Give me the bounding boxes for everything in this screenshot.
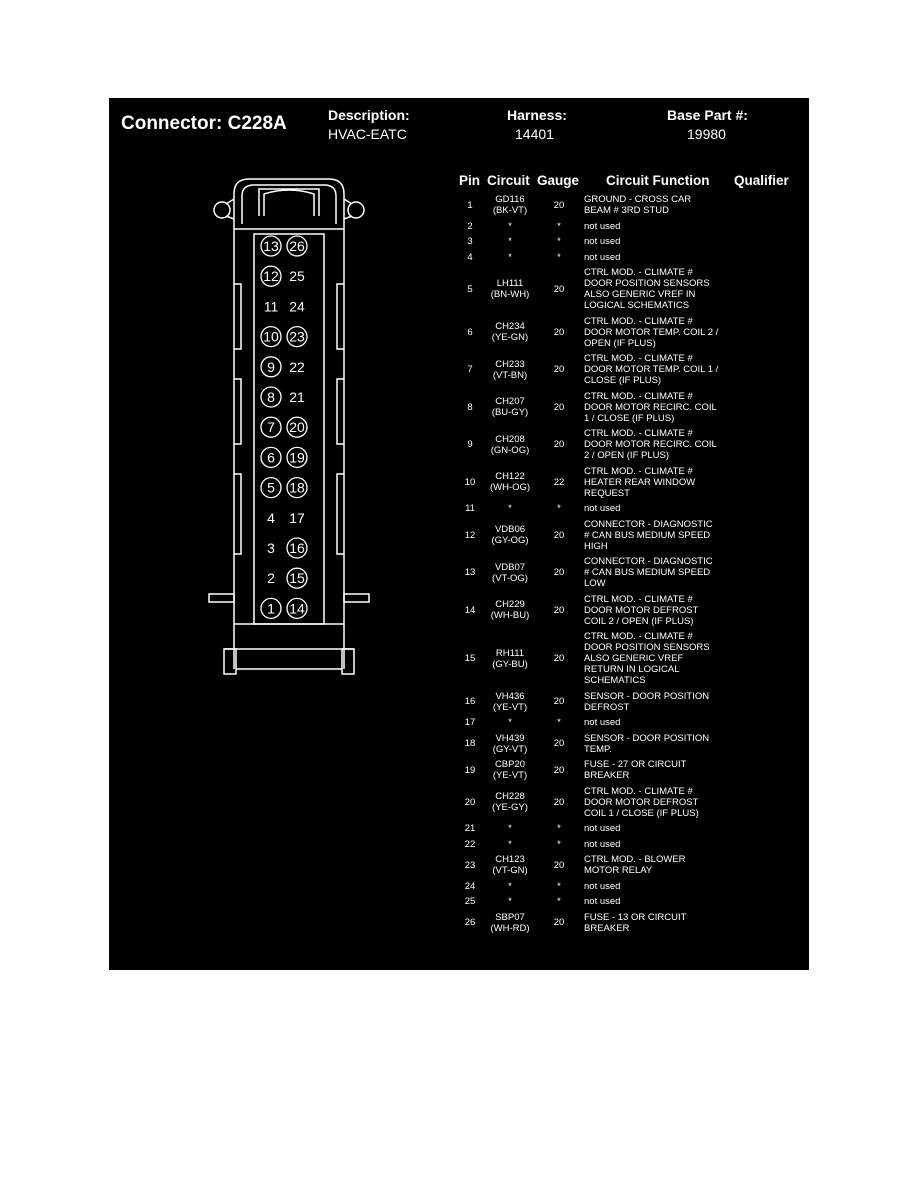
column-header-pin: Pin [459, 173, 481, 188]
circuit-cell: CH123 (VT-GN) [492, 854, 528, 877]
circuit-function-cell: CTRL MOD. - CLIMATE # HEATER REAR WINDOW REQUEST [584, 465, 696, 499]
gauge-cell: * [557, 880, 561, 892]
pin-cell: 12 [464, 529, 476, 541]
circuit-function-cell: CONNECTOR - DIAGNOSTIC # CAN BUS MEDIUM SPEED LOW [584, 556, 713, 590]
circuit-cell: CH207 (BU-GY) [491, 396, 529, 419]
svg-text:21: 21 [289, 389, 305, 405]
circuit-cell: * [508, 823, 512, 835]
gauge-cell: * [557, 503, 561, 515]
svg-text:9: 9 [267, 358, 275, 375]
qualifier-cell [734, 426, 804, 464]
circuit-cell: * [508, 717, 512, 729]
svg-text:10: 10 [263, 328, 279, 345]
harness-label: Harness: [507, 107, 567, 123]
circuit-function-cell: CTRL MOD. - CLIMATE # DOOR MOTOR DEFROST COIL 1 / CLOSE (IF PLUS) [584, 785, 699, 819]
circuit-function-cell: CTRL MOD. - CLIMATE # DOOR MOTOR RECIRC. COIL 2 / OPEN (IF PLUS) [584, 428, 717, 462]
pin-cell: 8 [467, 401, 473, 413]
svg-text:1: 1 [267, 600, 275, 617]
qualifier-cell [734, 464, 804, 502]
gauge-cell: * [557, 896, 561, 908]
circuit-function-cell: not used [584, 236, 621, 248]
svg-text:14: 14 [289, 600, 305, 617]
gauge-cell: 20 [553, 604, 565, 616]
svg-text:23: 23 [289, 328, 305, 345]
circuit-cell: CH234 (YE-GN) [491, 321, 529, 344]
qualifier-cell [734, 689, 804, 716]
svg-text:3: 3 [267, 540, 275, 556]
circuit-function-cell: not used [584, 823, 621, 835]
table-row [109, 554, 809, 592]
gauge-cell: 20 [553, 696, 565, 708]
gauge-cell: 20 [553, 199, 565, 211]
circuit-function-cell: SENSOR - DOOR POSITION DEFROST [584, 690, 710, 713]
qualifier-cell [734, 821, 804, 837]
qualifier-cell [734, 629, 804, 689]
table-row [109, 250, 809, 266]
circuit-cell: * [508, 503, 512, 515]
pin-cell: 6 [467, 326, 473, 338]
table-row [109, 715, 809, 731]
table-row [109, 234, 809, 250]
circuit-cell: * [508, 236, 512, 248]
connector-panel [109, 98, 809, 970]
circuit-cell: GD116 (BK-VT) [492, 194, 528, 217]
qualifier-cell [734, 501, 804, 517]
gauge-cell: * [557, 220, 561, 232]
pin-cell: 23 [464, 859, 476, 871]
qualifier-cell [734, 715, 804, 731]
qualifier-cell [734, 234, 804, 250]
circuit-function-cell: FUSE - 27 OR CIRCUIT BREAKER [584, 759, 687, 782]
table-row [109, 689, 809, 716]
svg-text:18: 18 [289, 479, 305, 496]
table-row [109, 517, 809, 555]
pin-cell: 16 [464, 696, 476, 708]
pin-cell: 9 [467, 439, 473, 451]
pin-cell: 13 [464, 567, 476, 579]
pin-cell: 26 [464, 917, 476, 929]
pin-cell: 15 [464, 653, 476, 665]
pin-cell: 21 [464, 823, 476, 835]
circuit-cell: VH439 (GY-VT) [492, 732, 528, 755]
gauge-cell: 20 [553, 859, 565, 871]
circuit-cell: * [508, 880, 512, 892]
table-row [109, 464, 809, 502]
pin-cell: 11 [465, 503, 475, 515]
qualifier-cell [734, 757, 804, 784]
pin-cell: 20 [464, 796, 476, 808]
qualifier-cell [734, 192, 804, 219]
table-row [109, 389, 809, 427]
table-row [109, 351, 809, 389]
column-header-gauge: Gauge [537, 173, 580, 188]
svg-text:8: 8 [267, 389, 275, 405]
circuit-cell: SBP07 (WH-RD) [490, 911, 530, 934]
circuit-cell: CH122 (WH-OG) [489, 471, 531, 494]
pin-cell: 19 [464, 764, 476, 776]
qualifier-cell [734, 852, 804, 879]
description-label: Description: [328, 107, 410, 123]
table-row [109, 894, 809, 910]
svg-text:24: 24 [289, 298, 305, 315]
table-row [109, 784, 809, 822]
gauge-cell: 20 [553, 764, 565, 776]
gauge-cell: 20 [553, 364, 565, 376]
svg-text:16: 16 [289, 540, 305, 556]
circuit-function-cell: CTRL MOD. - CLIMATE # DOOR MOTOR TEMP. COIL 1 / CLOSE (IF PLUS) [584, 353, 719, 387]
svg-text:17: 17 [289, 509, 305, 526]
qualifier-cell [734, 784, 804, 822]
circuit-cell: VDB06 (GY-OG) [491, 524, 529, 547]
qualifier-cell [734, 250, 804, 266]
circuit-function-cell: CTRL MOD. - CLIMATE # DOOR MOTOR RECIRC. COIL 1 / CLOSE (IF PLUS) [584, 390, 717, 424]
gauge-cell: * [557, 717, 561, 729]
pin-cell: 5 [467, 283, 473, 295]
table-row [109, 219, 809, 235]
gauge-cell: 20 [553, 283, 565, 295]
gauge-cell: * [557, 838, 561, 850]
table-row [109, 852, 809, 879]
svg-text:20: 20 [289, 419, 305, 436]
svg-text:26: 26 [289, 238, 305, 254]
gauge-cell: 20 [553, 326, 565, 338]
connector-title: Connector: C228A [121, 113, 287, 134]
gauge-cell: * [557, 236, 561, 248]
qualifier-cell [734, 265, 804, 314]
svg-text:2: 2 [267, 570, 275, 587]
circuit-function-cell: FUSE - 13 OR CIRCUIT BREAKER [584, 911, 687, 934]
circuit-function-cell: not used [584, 220, 621, 232]
pin-cell: 17 [464, 717, 476, 729]
gauge-cell: 20 [553, 529, 565, 541]
table-row [109, 426, 809, 464]
circuit-cell: * [508, 838, 512, 850]
table-row [109, 592, 809, 630]
table-row [109, 731, 809, 758]
svg-text:15: 15 [289, 570, 305, 587]
svg-text:6: 6 [267, 449, 275, 466]
svg-text:25: 25 [289, 268, 305, 285]
circuit-cell: CBP20 (YE-VT) [492, 759, 528, 782]
qualifier-cell [734, 592, 804, 630]
table-row [109, 910, 809, 937]
svg-text:7: 7 [267, 419, 275, 436]
circuit-function-cell: not used [584, 838, 621, 850]
circuit-function-cell: CTRL MOD. - CLIMATE # DOOR MOTOR DEFROST COIL 2 / OPEN (IF PLUS) [584, 593, 699, 627]
table-row [109, 821, 809, 837]
table-row [109, 192, 809, 219]
circuit-cell: * [508, 251, 512, 263]
description-value: HVAC-EATC [328, 126, 407, 142]
column-header-qualifier: Qualifier [734, 173, 789, 188]
gauge-cell: 20 [553, 567, 565, 579]
gauge-cell: 20 [553, 738, 565, 750]
table-row [109, 629, 809, 689]
circuit-cell: LH111 (BN-WH) [490, 278, 530, 301]
pin-cell: 22 [464, 838, 476, 850]
circuit-function-cell: SENSOR - DOOR POSITION TEMP. [584, 732, 710, 755]
gauge-cell: 20 [553, 401, 565, 413]
harness-value: 14401 [515, 126, 554, 142]
svg-text:13: 13 [263, 238, 279, 254]
svg-text:4: 4 [267, 509, 275, 526]
qualifier-cell [734, 554, 804, 592]
pin-cell: 14 [464, 604, 476, 616]
circuit-function-cell: CTRL MOD. - CLIMATE # DOOR POSITION SENSORS ALSO GENERIC VREF RETURN IN LOGICAL SCHEMATICS [584, 631, 710, 687]
qualifier-cell [734, 351, 804, 389]
pin-cell: 3 [467, 236, 473, 248]
column-header-circuit: Circuit [487, 173, 530, 188]
circuit-function-cell: CONNECTOR - DIAGNOSTIC # CAN BUS MEDIUM SPEED HIGH [584, 518, 713, 552]
pin-table [109, 98, 809, 970]
pin-cell: 24 [464, 880, 476, 892]
circuit-cell: VH436 (YE-VT) [492, 690, 528, 713]
qualifier-cell [734, 879, 804, 895]
circuit-cell: * [508, 896, 512, 908]
pin-cell: 1 [467, 199, 473, 211]
pin-cell: 10 [464, 476, 476, 488]
gauge-cell: 20 [553, 653, 565, 665]
circuit-cell: RH111 (GY-BU) [492, 647, 528, 670]
gauge-cell: 20 [553, 917, 565, 929]
gauge-cell: 20 [553, 439, 565, 451]
qualifier-cell [734, 219, 804, 235]
qualifier-cell [734, 517, 804, 555]
circuit-function-cell: CTRL MOD. - CLIMATE # DOOR MOTOR TEMP. COIL 2 / OPEN (IF PLUS) [584, 315, 719, 349]
qualifier-cell [734, 731, 804, 758]
qualifier-cell [734, 389, 804, 427]
qualifier-cell [734, 837, 804, 853]
table-row [109, 501, 809, 517]
circuit-function-cell: not used [584, 251, 621, 263]
circuit-function-cell: CTRL MOD. - BLOWER MOTOR RELAY [584, 854, 686, 877]
base-part-value: 19980 [687, 126, 726, 142]
svg-text:22: 22 [289, 358, 305, 375]
circuit-function-cell: CTRL MOD. - CLIMATE # DOOR POSITION SENSORS ALSO GENERIC VREF IN LOGICAL SCHEMATICS [584, 267, 710, 312]
gauge-cell: * [557, 823, 561, 835]
table-row [109, 879, 809, 895]
circuit-cell: CH228 (YE-GY) [492, 791, 528, 814]
qualifier-cell [734, 894, 804, 910]
gauge-cell: * [557, 251, 561, 263]
circuit-cell: CH233 (VT-BN) [492, 358, 528, 381]
circuit-cell: CH208 (GN-OG) [490, 433, 530, 456]
circuit-function-cell: not used [584, 503, 621, 515]
svg-text:12: 12 [263, 268, 279, 285]
table-row [109, 265, 809, 314]
base-part-label: Base Part #: [667, 107, 748, 123]
pin-cell: 18 [464, 738, 476, 750]
table-row [109, 314, 809, 352]
qualifier-cell [734, 314, 804, 352]
circuit-function-cell: not used [584, 880, 621, 892]
circuit-cell: CH229 (WH-BU) [490, 599, 530, 622]
circuit-cell: * [508, 220, 512, 232]
circuit-function-cell: not used [584, 896, 621, 908]
circuit-function-cell: not used [584, 717, 621, 729]
svg-text:5: 5 [267, 479, 275, 496]
svg-text:19: 19 [289, 449, 305, 466]
table-row [109, 757, 809, 784]
gauge-cell: 20 [553, 796, 565, 808]
gauge-cell: 22 [553, 476, 565, 488]
pin-cell: 2 [467, 220, 473, 232]
pin-cell: 7 [467, 364, 473, 376]
pin-cell: 25 [464, 896, 476, 908]
svg-text:11: 11 [263, 298, 279, 315]
column-header-circuit-function: Circuit Function [606, 173, 710, 188]
qualifier-cell [734, 910, 804, 937]
pin-cell: 4 [467, 251, 473, 263]
circuit-cell: VDB07 (VT-OG) [492, 561, 528, 584]
table-row [109, 837, 809, 853]
circuit-function-cell: GROUND - CROSS CAR BEAM # 3RD STUD [584, 194, 692, 217]
